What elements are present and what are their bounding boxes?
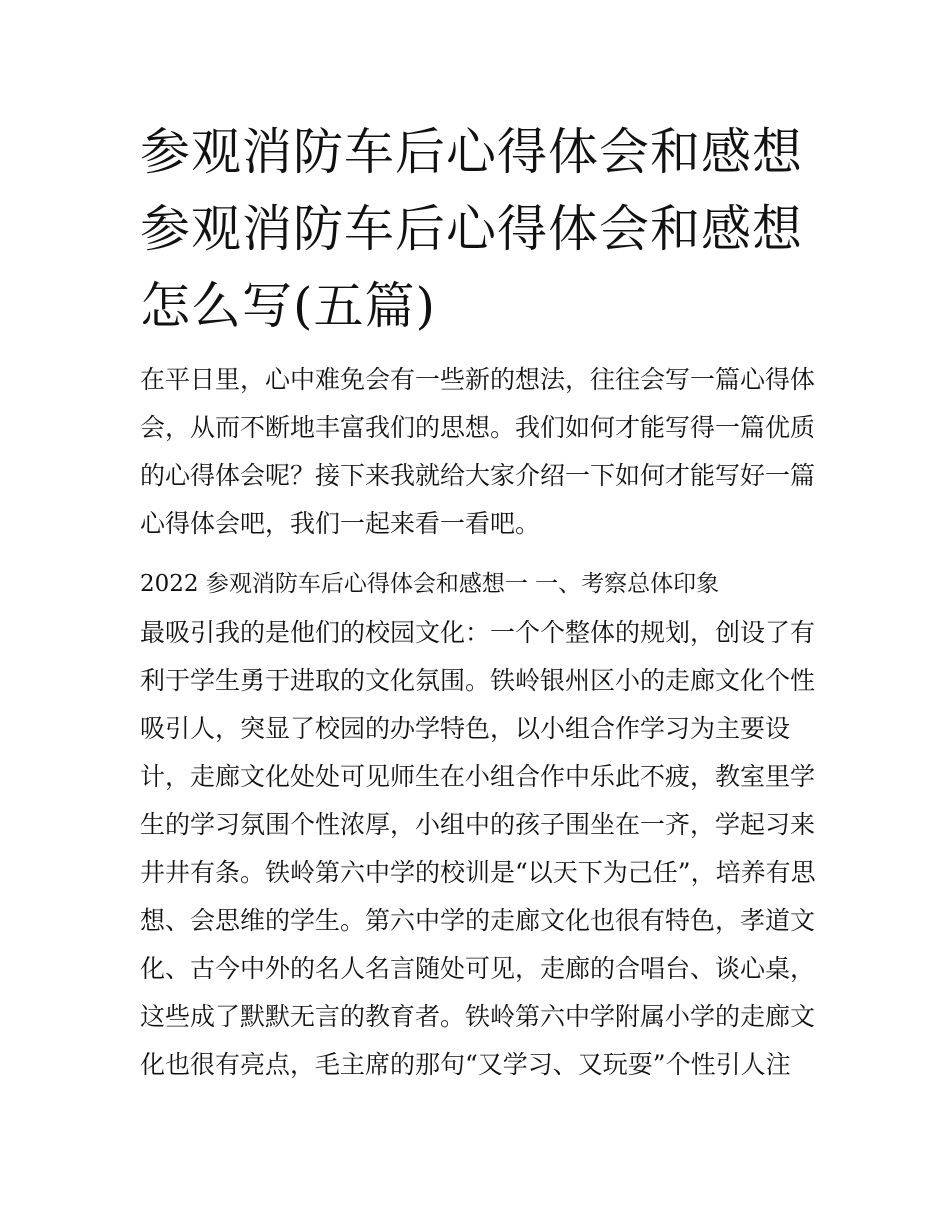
body-line: 井井有条。铁岭第六中学的校训是“以天下为己任”，培养有思 bbox=[140, 858, 816, 887]
intro-line: 在平日里，心中难免会有一些新的想法，往往会写一篇心得体 bbox=[140, 365, 816, 394]
body-paragraph bbox=[140, 609, 820, 1089]
body-line: 生的学习氛围个性浓厚，小组中的孩子围坐在一齐，学起习来 bbox=[140, 810, 816, 839]
body-line: 计，走廊文化处处可见师生在小组合作中乐此不疲，教室里学 bbox=[140, 762, 816, 791]
body-line: 利于学生勇于进取的文化氛围。铁岭银州区小的走廊文化个性 bbox=[140, 666, 816, 695]
document-title bbox=[140, 114, 820, 345]
body-line: 化、古今中外的名人名言随处可见，走廊的合唱台、谈心桌， bbox=[140, 954, 816, 983]
body-line: 想、会思维的学生。第六中学的走廊文化也很有特色，孝道文 bbox=[140, 906, 816, 935]
body-line: 最吸引我的是他们的校园文化：一个个整体的规划，创设了有 bbox=[140, 618, 816, 647]
body-line: 吸引人，突显了校园的办学特色，以小组合作学习为主要设 bbox=[140, 714, 791, 743]
intro-line: 心得体会吧，我们一起来看一看吧。 bbox=[140, 509, 541, 538]
section-heading: 2022 参观消防车后心得体会和感想一 一、考察总体印象 bbox=[140, 571, 720, 597]
body-line: 化也很有亮点，毛主席的那句“又学习、又玩耍”个性引人注 bbox=[140, 1050, 791, 1079]
title-line: 怎么写(五篇) bbox=[140, 277, 437, 335]
intro-line: 会，从而不断地丰富我们的思想。我们如何才能写得一篇优质 bbox=[140, 413, 816, 442]
body-line: 这些成了默默无言的教育者。铁岭第六中学附属小学的走廊文 bbox=[140, 1002, 816, 1031]
intro-paragraph bbox=[140, 356, 820, 548]
title-line: 参观消防车后心得体会和感想 bbox=[140, 123, 803, 181]
title-line: 参观消防车后心得体会和感想 bbox=[140, 200, 803, 258]
intro-line: 的心得体会呢？接下来我就给大家介绍一下如何才能写好一篇 bbox=[140, 461, 816, 490]
